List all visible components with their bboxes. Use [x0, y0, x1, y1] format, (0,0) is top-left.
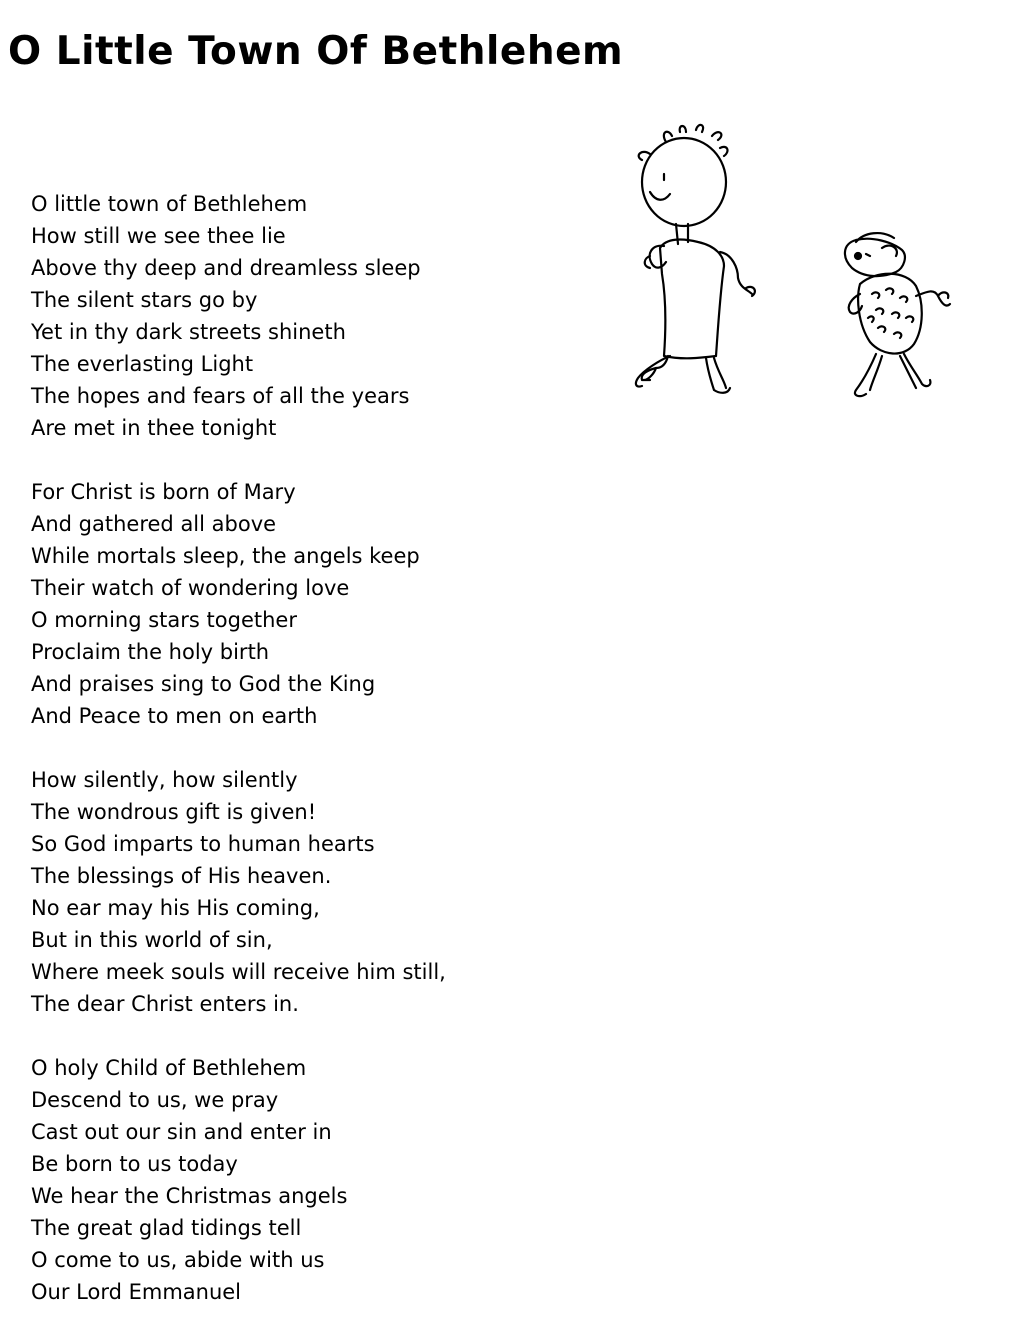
lyric-line: Be born to us today [31, 1152, 238, 1176]
lyric-line: O come to us, abide with us [31, 1248, 325, 1272]
lyric-line: While mortals sleep, the angels keep [31, 544, 420, 568]
lyric-line: Descend to us, we pray [31, 1088, 279, 1112]
lyric-line: So God imparts to human hearts [31, 832, 375, 856]
lyric-line: Our Lord Emmanuel [31, 1280, 242, 1304]
lyric-line: Their watch of wondering love [31, 576, 350, 600]
lyric-line: Are met in thee tonight [31, 416, 277, 440]
lyric-line: And gathered all above [31, 512, 277, 536]
lyric-line: But in this world of sin, [31, 928, 273, 952]
lyric-line: The dear Christ enters in. [31, 992, 299, 1016]
lyric-line: The silent stars go by [31, 288, 258, 312]
lyric-line: The hopes and fears of all the years [31, 384, 410, 408]
page-title: O Little Town Of Bethlehem [8, 29, 624, 74]
lyric-line: The great glad tidings tell [31, 1216, 302, 1240]
lyric-line: The wondrous gift is given! [31, 800, 317, 824]
lyric-line: Cast out our sin and enter in [31, 1120, 332, 1144]
lyrics [31, 188, 591, 1340]
lyric-line: How still we see thee lie [31, 224, 286, 248]
lyric-line: The everlasting Light [31, 352, 254, 376]
lyric-line: And Peace to men on earth [31, 704, 318, 728]
lyric-line: O holy Child of Bethlehem [31, 1056, 307, 1080]
child-figure [636, 125, 755, 393]
illustration [620, 118, 960, 418]
lyric-line: The blessings of His heaven. [31, 864, 332, 888]
lyric-line: Above thy deep and dreamless sleep [31, 256, 421, 280]
lyric-line: We hear the Christmas angels [31, 1184, 348, 1208]
lyric-line: How silently, how silently [31, 768, 298, 792]
verse-3 [31, 764, 591, 1020]
sheep-figure [845, 233, 950, 396]
lyric-line: Yet in thy dark streets shineth [31, 320, 346, 344]
verse-1 [31, 188, 591, 444]
lyric-line: And praises sing to God the King [31, 672, 376, 696]
lyric-line: For Christ is born of Mary [31, 480, 296, 504]
verse-4 [31, 1052, 591, 1308]
lyric-line: Proclaim the holy birth [31, 640, 270, 664]
lyric-line: No ear may his His coming, [31, 896, 320, 920]
verse-2 [31, 476, 591, 732]
lyric-line: O little town of Bethlehem [31, 192, 308, 216]
lyric-line: Where meek souls will receive him still, [31, 960, 446, 984]
lyric-line: O morning stars together [31, 608, 297, 632]
